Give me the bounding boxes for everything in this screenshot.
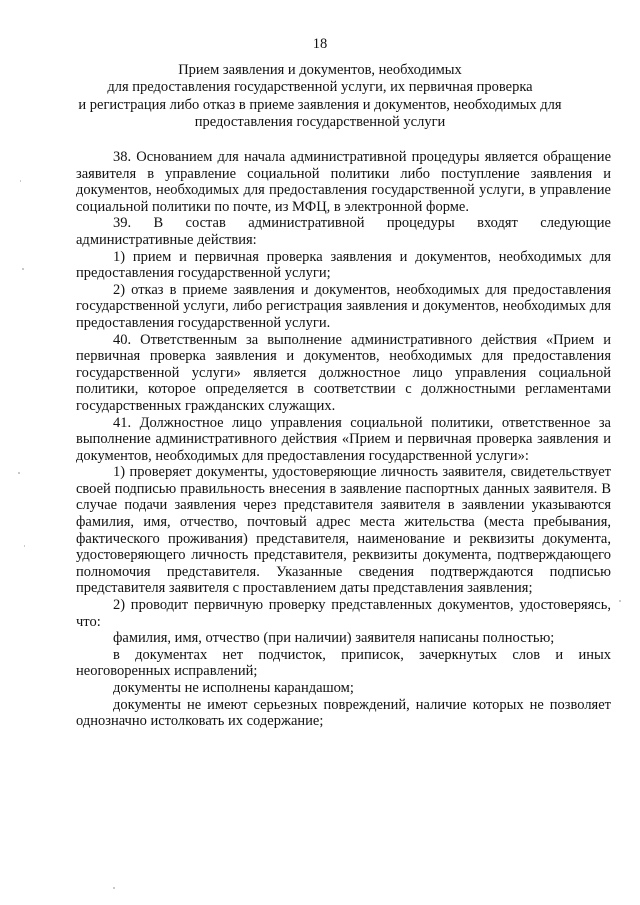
page-number: 18	[312, 36, 328, 52]
section-heading	[60, 62, 580, 132]
heading-line: и регистрация либо отказ в приеме заявления и документов, необходимых для	[78, 96, 562, 113]
scan-speck	[22, 268, 24, 270]
check-item: в документах нет подчисток, приписок, зачеркнутых слов и иных неоговоренных исправлений;	[76, 646, 611, 680]
heading-line: предоставления государственной услуги	[194, 114, 446, 131]
scan-speck	[619, 600, 621, 602]
paragraph-41: 41. Должностное лицо управления социальной политики, ответственное за выполнение административного действия «Прием и первичная проверка заявления и документов, необходимых для предоставления государственной услуги»:	[76, 414, 611, 464]
heading-line: для предоставления государственной услуги, их первичная проверка	[107, 79, 533, 96]
list-item: 2) проводит первичную проверку представленных документов, удостоверяясь, что:	[76, 597, 611, 630]
list-item: 2) отказ в приеме заявления и документов, необходимых для предоставления государственной услуги, либо регистрация заявления и документов, необходимых для предоставления государственной услуги.	[76, 281, 611, 331]
check-item: документы не имеют серьезных повреждений, наличие которых не позволяет однозначно истолковать их содержание;	[76, 696, 611, 730]
scan-speck	[20, 180, 21, 182]
heading-line: Прием заявления и документов, необходимых	[178, 62, 462, 78]
list-item: 1) прием и первичная проверка заявления и документов, необходимых для предоставления государственной услуги;	[76, 248, 611, 282]
check-item: документы не исполнены карандашом;	[113, 680, 354, 696]
scan-speck	[113, 887, 115, 889]
list-item: 1) проверяет документы, удостоверяющие личность заявителя, свидетельствует своей подписью правильность внесения в заявление паспортных данных заявителя. В случае подачи заявления через представителя заявителя в заявлении указываются фамилия, имя, отчество, почтовый адрес места жительства (места пребывания, фактического проживания) представителя, наименование и реквизиты документа, удостоверяющего личность представителя, реквизиты документа, подтверждающего полномочия представителя. Указанные сведения подтверждаются подписью представителя заявителя с проставлением даты представления заявления;	[76, 464, 611, 597]
paragraph-38: 38. Основанием для начала административной процедуры является обращение заявителя в управление социальной политики либо поступление заявления и документов, необходимых для предоставления государственной услуги, в управление социальной политики по почте, из МФЦ, в электронной форме.	[76, 149, 611, 215]
scan-speck	[24, 545, 25, 547]
paragraph-40: 40. Ответственным за выполнение административного действия «Прием и первичная проверка заявления и документов, необходимых для предоставления государственной услуги» является должностное лицо управления социальной политики, которое определяется в соответствии с должностными регламентами государственных гражданских служащих.	[76, 331, 611, 414]
check-item: фамилия, имя, отчество (при наличии) заявителя написаны полностью;	[113, 630, 555, 647]
scan-speck	[18, 472, 20, 474]
paragraph-39: 39. В состав административной процедуры входят следующие административные действия:	[76, 215, 611, 248]
document-body	[76, 149, 611, 730]
